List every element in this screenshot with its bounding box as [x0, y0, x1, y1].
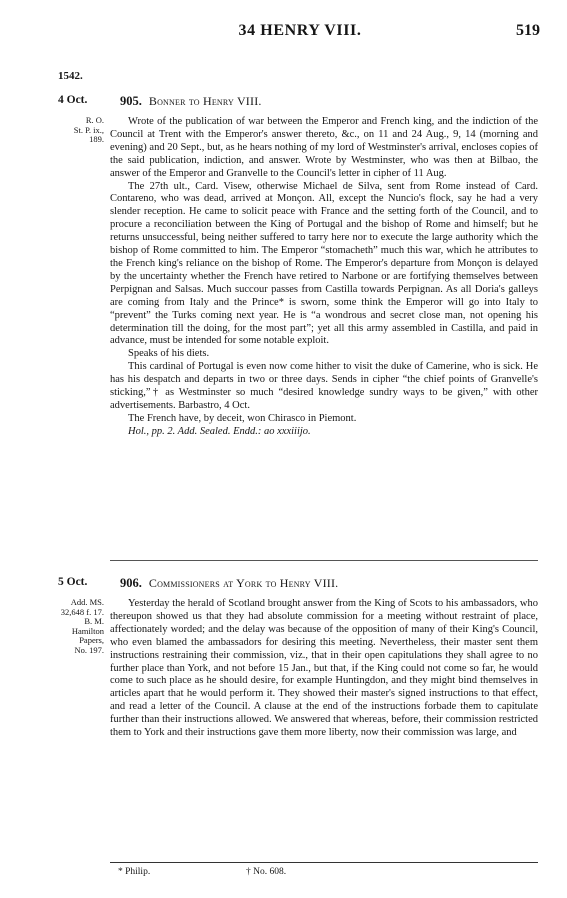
entry-906-title: Commissioners at York to Henry VIII. [148, 576, 339, 590]
entry-905-body [110, 116, 538, 439]
entry-906-date: 5 Oct. [58, 576, 88, 588]
footnote-rule [110, 862, 538, 863]
running-head [60, 18, 540, 48]
source-ref-line: B. M. [84, 616, 104, 626]
entry-905-source-ref [52, 116, 104, 145]
entry-905-paragraph: The 27th ult., Card. Visew, otherwise Michael de Silva, sent from Rome instead of Card. Contareno, who was dead, arrived at Monçon. All, except the Nuncio's flock, say he had a very slender reception. He came to solicit peace with France and the setting forth of the Council, and to procure a reconciliation between the King of Portugal and the bishop of Rome and himself; but he returns unsuccessful, being neither suffered to tarry here nor to execute the large authority which the bishop of Rome committed to him. The Emperor “stomacheth” much this war, which he attributes to the French king's reliance on the bishop of Rome. The Emperor's departure from Monçon is delayed by the uncertainty whether the French have retired to Narbone or are fortifying themselves between Perpignan and Salsas. Much succour passes from Castilla towards Perpignan. As all Doria's galleys are coming from Italy and the Prince* is sworn, some think the Emperor will go into Italy to “prevent” the Turks coming next year. He is “a wondrous and secret close man, not opening his determination till the doing, for the most part”; yet all this army assembled in Castilla, and paid in advance, must be intended for some notable exploit. [110, 180, 538, 347]
entry-905-title: Bonner to Henry VIII. [148, 94, 262, 108]
source-ref-line: St. P. ix., [73, 124, 104, 135]
entry-906-source-ref [52, 598, 104, 655]
source-ref-line: Hamilton [71, 625, 104, 636]
source-ref-line: R. O. [85, 115, 104, 125]
entry-906-body [110, 598, 538, 740]
entry-905-heading [120, 94, 262, 109]
entry-906-paragraph: Yesterday the herald of Scotland brought answer from the King of Scots to his ambassadors, who thereupon showed us that they had absolute commission for a meeting without restraint of place, affectionately worded; and the delay was because of the opposition of many of their King's Council, who even blamed the ambassadors for desiring this meeting. Nevertheless, their master sent them instructions restraining their commission, viz., that in their open capitulations they shall agree to no further place than York, and not before 15 Jan., but that, if the King could not come so far, he would come to such place as he should desire, for example Huntingdon, and they might bind themselves in articles apart that he would perform it. They showed their master's signed instructions to that effect, and read a letter of the Council. A clause at the end of the instructions forbade them to capitulate further than their instructions allowed. We answered that whereas, before, their commission restricted them to York and their instructions gave them more liberty, now their commission was large, and [110, 598, 538, 739]
source-ref-line: 189. [89, 134, 104, 144]
running-title: 34 HENRY VIII. [238, 22, 362, 39]
source-ref-line: 32,648 f. 17. [60, 606, 104, 617]
entry-906-number: 906. [120, 576, 142, 590]
entry-905-paragraph: The French have, by deceit, won Chirasco in Piemont. [128, 412, 357, 424]
entry-905-paragraph: Wrote of the publication of war between the Emperor and French king, and the indiction of the Council at Trent with the Emperor's answer thereto, &c., on 11 and 24 Aug., 9, 14 (morning and evening) and 20 Sept., but, as he hears nothing of my lord of Westminster's arrival, encloses copies of the said publication, indiction, and answer. Wrote by Westminster, who was then at Bilbao, the answer of the Emperor and Granvelle to the Council's letter in cipher of 11 Aug. [110, 116, 538, 179]
source-ref-line: Add. MS. [70, 597, 104, 607]
entry-905-date: 4 Oct. [58, 94, 88, 106]
entry-906-heading [120, 576, 338, 591]
footnote-1: * Philip. [118, 867, 151, 877]
entry-905-endorsement: Hol., pp. 2. Add. Sealed. Endd.: ao xxxiiijo. [128, 425, 311, 437]
entry-905-paragraph: Speaks of his diets. [128, 348, 210, 360]
entry-905-number: 905. [120, 94, 142, 108]
page-number: 519 [516, 22, 540, 39]
year-marker: 1542. [58, 70, 83, 82]
source-ref-line: No. 197. [74, 644, 104, 655]
entry-905-paragraph: This cardinal of Portugal is even now come hither to visit the duke of Camerine, who is sick. He has his despatch and departs in two or three days. Sends in cipher “the chief points of Granvelle's sticking,”† as Westminster so much “desired knowledge sundry ways to be given,” with other advertisements. Barbastro, 4 Oct. [110, 361, 538, 411]
source-ref-line: Papers, [79, 635, 104, 645]
entry-separator-rule [110, 560, 538, 561]
footnote-2: † No. 608. [246, 867, 287, 877]
